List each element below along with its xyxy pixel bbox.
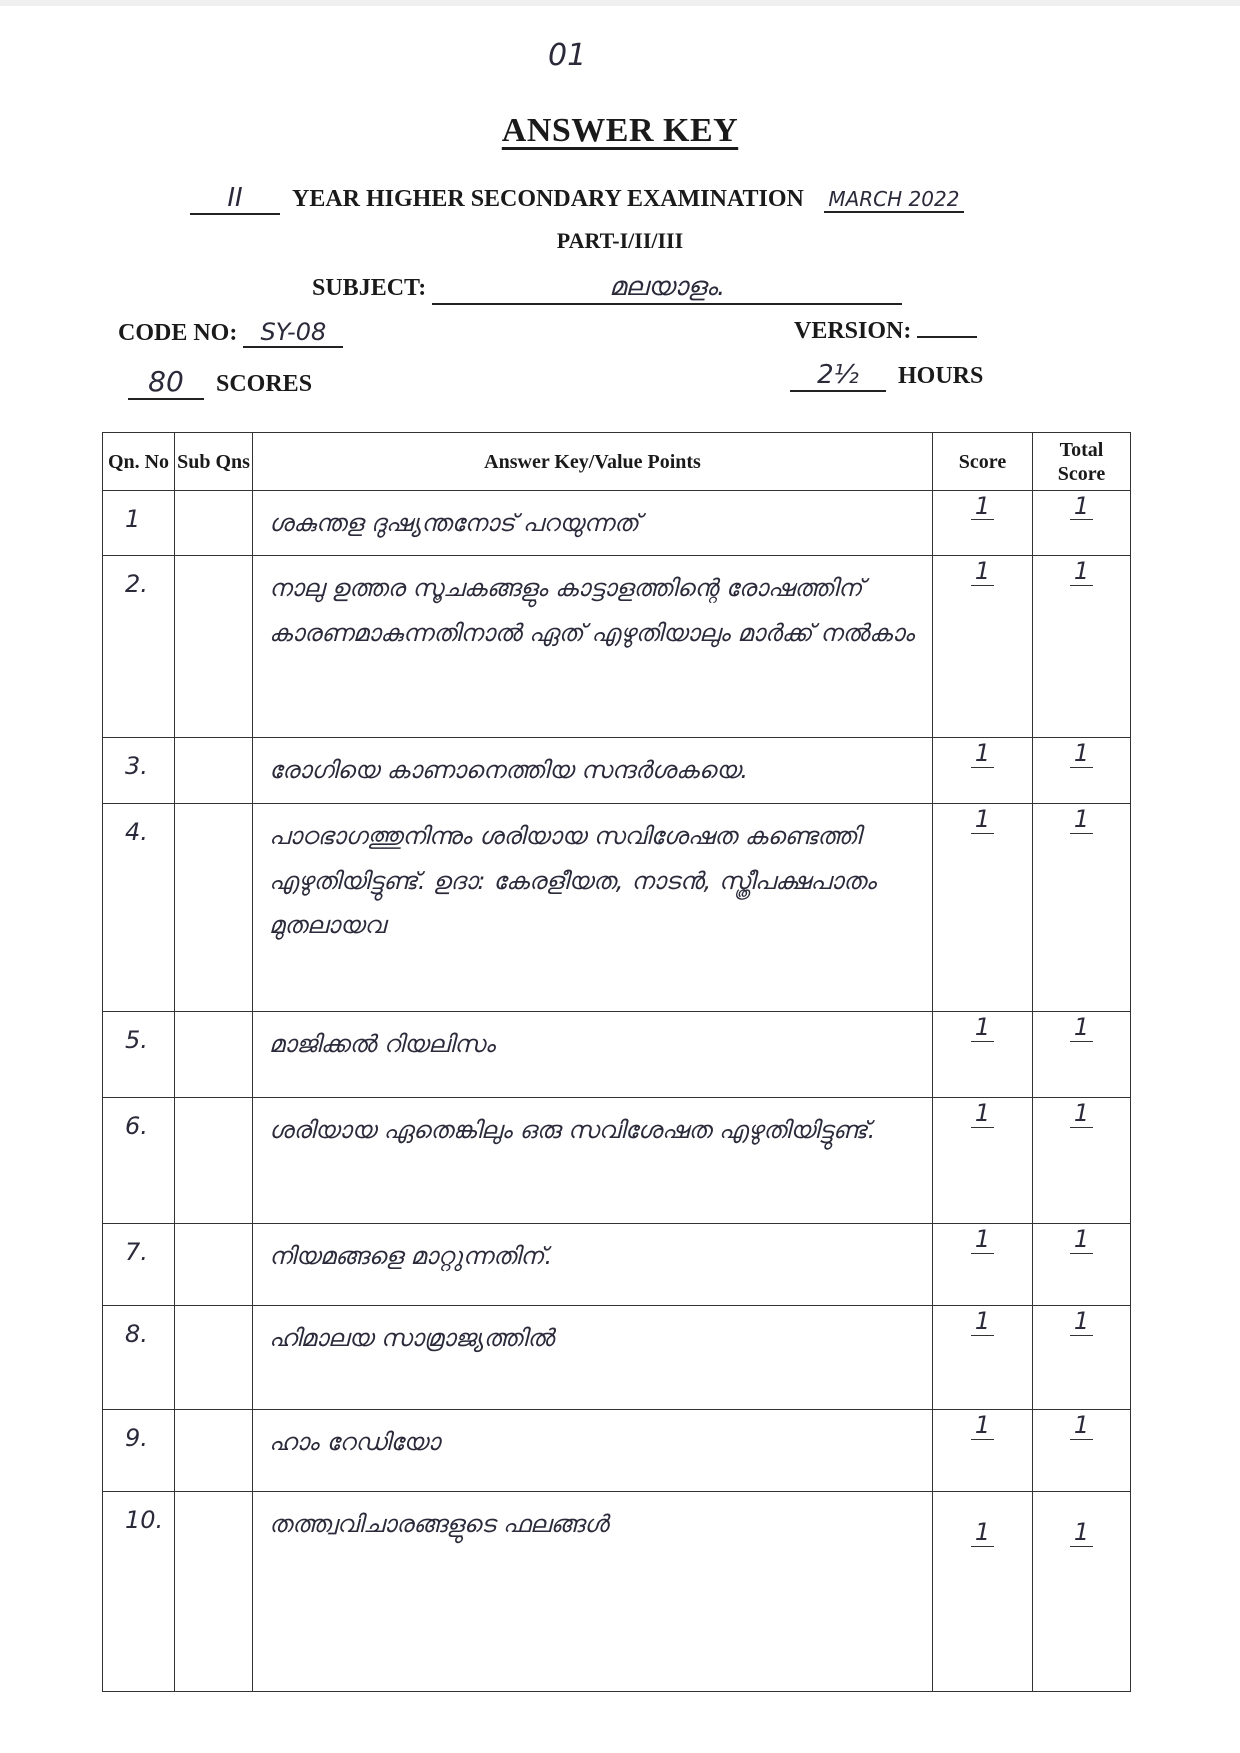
- scores-line: [128, 365, 312, 400]
- total-value: 1: [1070, 1100, 1093, 1127]
- sub-question: [175, 804, 253, 1012]
- question-number: 2.: [103, 556, 175, 738]
- score-cell: [933, 804, 1033, 1012]
- score-cell: [933, 1012, 1033, 1098]
- score-value: 1: [971, 1226, 994, 1253]
- question-number: 5.: [103, 1012, 175, 1098]
- total-value: 1: [1070, 1412, 1093, 1439]
- subject-label: SUBJECT:: [312, 275, 427, 301]
- score-value: 1: [971, 806, 994, 833]
- scan-edge: [0, 0, 1240, 6]
- score-value: 1: [971, 1519, 994, 1546]
- total-value: 1: [1070, 1226, 1093, 1253]
- total-value: 1: [1070, 1519, 1093, 1546]
- version-label: VERSION:: [794, 318, 912, 344]
- table-row: [103, 1224, 1131, 1306]
- question-number: 7.: [103, 1224, 175, 1306]
- code-value: SY-08: [243, 318, 343, 348]
- table-row: [103, 1098, 1131, 1224]
- table-row: [103, 738, 1131, 804]
- total-value: 1: [1070, 1308, 1093, 1335]
- table-row: [103, 804, 1131, 1012]
- answer-key-table: [102, 432, 1131, 1692]
- page-marker: 01: [548, 38, 587, 73]
- score-cell: [933, 1098, 1033, 1224]
- score-cell: [933, 1224, 1033, 1306]
- sub-question: [175, 556, 253, 738]
- answer-text: നിയമങ്ങളെ മാറ്റുന്നതിന്.: [253, 1224, 933, 1306]
- total-value: 1: [1070, 1014, 1093, 1041]
- total-cell: [1033, 1410, 1131, 1492]
- question-number: 9.: [103, 1410, 175, 1492]
- scores-value: 80: [128, 365, 204, 400]
- answer-text: തത്ത്വവിചാരങ്ങളുടെ ഫലങ്ങൾ: [253, 1492, 933, 1692]
- score-cell: [933, 738, 1033, 804]
- sub-question: [175, 1098, 253, 1224]
- table-header-row: [103, 433, 1131, 491]
- answer-text: മാജിക്കൽ റിയലിസം: [253, 1012, 933, 1098]
- answer-text: ഹിമാലയ സാമ്രാജ്യത്തിൽ: [253, 1306, 933, 1410]
- sub-question: [175, 1306, 253, 1410]
- col-header-answer: Answer Key/Value Points: [253, 433, 933, 491]
- col-header-total: Total Score: [1033, 433, 1131, 491]
- score-value: 1: [971, 1014, 994, 1041]
- score-cell: [933, 556, 1033, 738]
- code-label: CODE NO:: [118, 320, 238, 346]
- total-cell: [1033, 556, 1131, 738]
- score-value: 1: [971, 740, 994, 767]
- hours-line: [790, 360, 983, 392]
- sub-question: [175, 491, 253, 556]
- col-header-sub: Sub Qns: [175, 433, 253, 491]
- total-value: 1: [1070, 806, 1093, 833]
- total-cell: [1033, 1012, 1131, 1098]
- sub-question: [175, 1224, 253, 1306]
- total-cell: [1033, 491, 1131, 556]
- code-line: [118, 318, 343, 348]
- table-row: [103, 1492, 1131, 1692]
- question-number: 10.: [103, 1492, 175, 1692]
- exam-year-line: [190, 183, 964, 215]
- sub-question: [175, 1492, 253, 1692]
- year-label: YEAR HIGHER SECONDARY EXAMINATION: [292, 186, 804, 212]
- version-value: [917, 336, 977, 338]
- col-header-qn: Qn. No: [103, 433, 175, 491]
- col-header-score: Score: [933, 433, 1033, 491]
- score-value: 1: [971, 1412, 994, 1439]
- answer-text: ശകുന്തള ദുഷ്യന്തനോട് പറയുന്നത്: [253, 491, 933, 556]
- answer-text: പാഠഭാഗത്തുനിന്നും ശരിയായ സവിശേഷത കണ്ടെത്തി എഴുതിയിട്ടുണ്ട്. ഉദാ: കേരളീയത, നാടൻ, സ്ത്രീപക്ഷപാതം മുതലായവ: [253, 804, 933, 1012]
- hours-value: 2½: [790, 360, 886, 392]
- score-cell: [933, 1410, 1033, 1492]
- table-row: [103, 1012, 1131, 1098]
- answer-text: ഹാം റേഡിയോ: [253, 1410, 933, 1492]
- total-value: 1: [1070, 493, 1093, 520]
- scores-label: SCORES: [216, 371, 313, 397]
- total-cell: [1033, 1224, 1131, 1306]
- answer-text: നാലു ഉത്തര സൂചകങ്ങളും കാട്ടാളത്തിന്റെ രോഷത്തിന് കാരണമാകുന്നതിനാൽ ഏത് എഴുതിയാലും മാർക്ക് നൽകാം: [253, 556, 933, 738]
- table-row: [103, 556, 1131, 738]
- score-cell: [933, 1492, 1033, 1692]
- version-line: [794, 318, 977, 345]
- sub-question: [175, 1012, 253, 1098]
- table-row: [103, 1306, 1131, 1410]
- question-number: 4.: [103, 804, 175, 1012]
- total-cell: [1033, 1492, 1131, 1692]
- total-value: 1: [1070, 558, 1093, 585]
- score-value: 1: [971, 558, 994, 585]
- sub-question: [175, 738, 253, 804]
- score-value: 1: [971, 1308, 994, 1335]
- subject-value: മലയാളം.: [432, 272, 902, 305]
- sub-question: [175, 1410, 253, 1492]
- score-value: 1: [971, 1100, 994, 1127]
- question-number: 6.: [103, 1098, 175, 1224]
- year-value: II: [190, 183, 280, 215]
- table-row: [103, 1410, 1131, 1492]
- hours-label: HOURS: [898, 363, 984, 389]
- exam-part: PART-I/II/III: [556, 228, 684, 253]
- total-cell: [1033, 804, 1131, 1012]
- total-cell: [1033, 1306, 1131, 1410]
- table-row: [103, 491, 1131, 556]
- answer-text: ശരിയായ ഏതെങ്കിലും ഒരു സവിശേഷത എഴുതിയിട്ടുണ്ട്.: [253, 1098, 933, 1224]
- exam-month: MARCH 2022: [824, 187, 964, 213]
- question-number: 8.: [103, 1306, 175, 1410]
- total-value: 1: [1070, 740, 1093, 767]
- subject-line: [312, 272, 902, 305]
- question-number: 1: [103, 491, 175, 556]
- score-cell: [933, 491, 1033, 556]
- answer-text: രോഗിയെ കാണാനെത്തിയ സന്ദർശകയെ.: [253, 738, 933, 804]
- page-title: ANSWER KEY: [501, 112, 739, 149]
- total-cell: [1033, 738, 1131, 804]
- score-cell: [933, 1306, 1033, 1410]
- total-cell: [1033, 1098, 1131, 1224]
- question-number: 3.: [103, 738, 175, 804]
- score-value: 1: [971, 493, 994, 520]
